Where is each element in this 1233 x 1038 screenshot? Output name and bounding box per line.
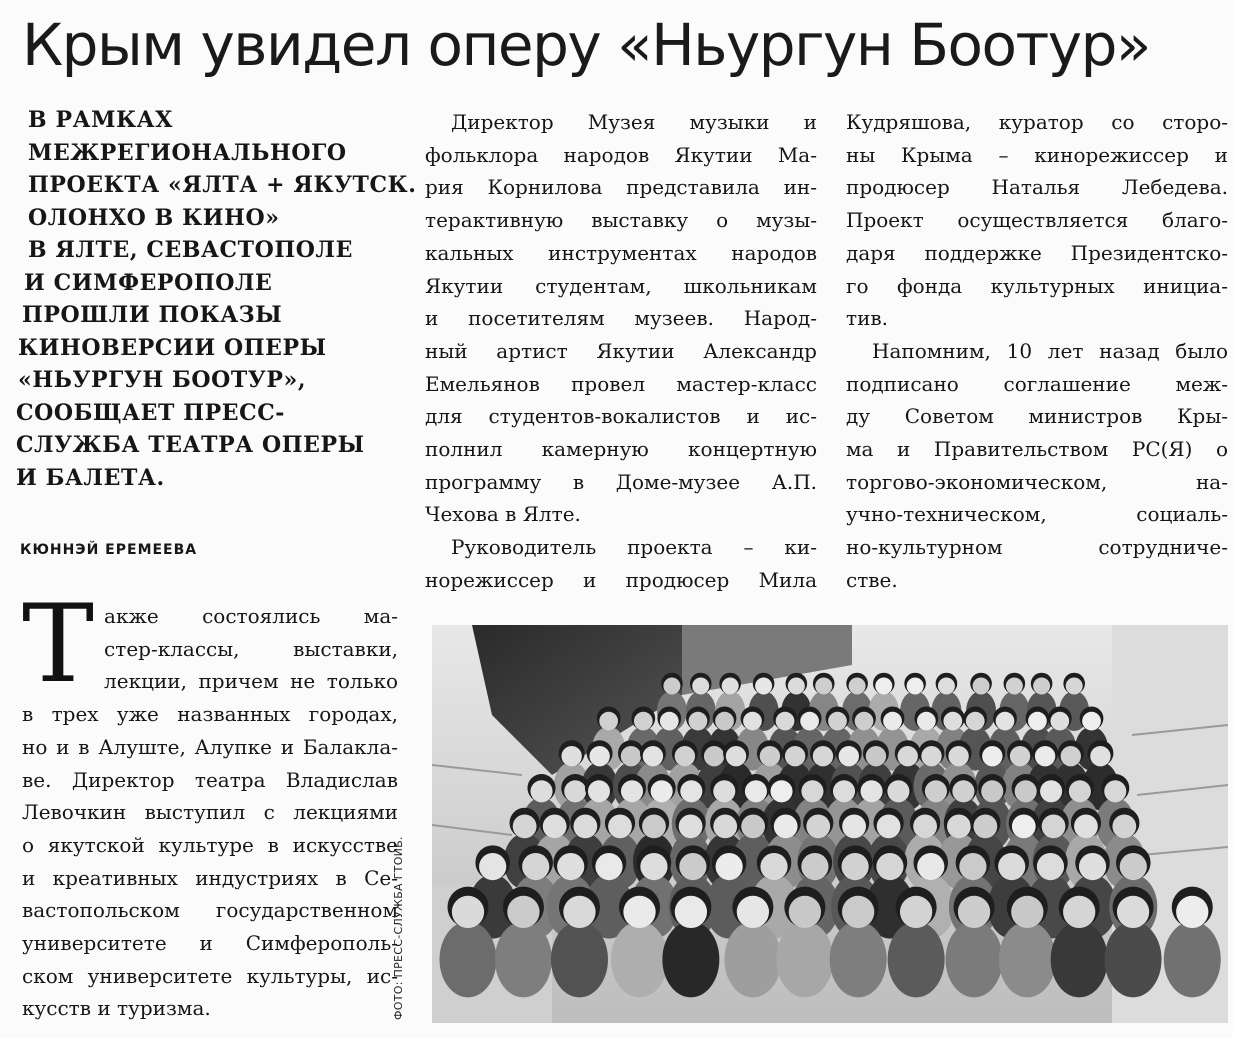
text-line: Емельянов провел мастер-класс — [425, 371, 817, 396]
text-line: фольклора народов Якутии Ма- — [425, 142, 817, 167]
person-face — [947, 815, 971, 839]
person-face — [815, 678, 832, 695]
lead-line: В РАМКАХ — [28, 107, 173, 133]
person-body — [776, 921, 833, 997]
person-face — [958, 896, 990, 928]
person-face — [785, 746, 805, 766]
text-line: в трех уже названных городах, — [22, 702, 398, 727]
person-face — [679, 853, 706, 880]
person-face — [1112, 815, 1136, 839]
person-face — [966, 712, 985, 731]
person-face — [1050, 712, 1069, 731]
person-face — [680, 780, 702, 802]
person-face — [898, 746, 918, 766]
person-face — [745, 780, 767, 802]
person-face — [849, 678, 866, 695]
text-line: рия Корнилова представила ин- — [425, 175, 817, 200]
person-face — [1037, 853, 1064, 880]
text-line: тив. — [846, 306, 889, 331]
lead-line: КИНОВЕРСИИ ОПЕРЫ — [18, 334, 327, 361]
person-face — [842, 896, 874, 928]
person-face — [692, 678, 709, 695]
person-face — [1176, 896, 1208, 928]
lead-line: СЛУЖБА ТЕАТРА ОПЕРЫ — [16, 432, 365, 458]
lead-line: «НЬУРГУН БООТУР», — [18, 367, 307, 393]
person-face — [621, 746, 641, 766]
article-column-2 — [425, 106, 817, 597]
person-body — [611, 921, 668, 997]
person-face — [806, 815, 830, 839]
person-face — [917, 712, 936, 731]
person-body — [495, 921, 552, 997]
group-photo — [432, 625, 1228, 1023]
person-face — [887, 780, 909, 802]
person-face — [776, 712, 795, 731]
person-face — [573, 815, 597, 839]
lead-line: ОЛОНХО В КИНО» — [28, 204, 280, 231]
person-face — [828, 712, 847, 731]
person-face — [452, 896, 484, 928]
person-face — [973, 815, 997, 839]
text-line: для студентов-вокалистов и ис- — [425, 404, 817, 429]
person-face — [1035, 746, 1055, 766]
lead-line: И БАЛЕТА. — [16, 464, 165, 491]
person-face — [842, 815, 866, 839]
person-face — [1015, 780, 1037, 802]
text-line: о якутской культуре в искусстве — [22, 832, 398, 857]
drop-cap: Т — [22, 582, 95, 707]
article-column-3 — [846, 106, 1228, 597]
text-line: го фонда культурных инициа- — [846, 273, 1228, 298]
text-line: продюсер Наталья Лебедева. — [846, 175, 1228, 200]
text-line: подписано соглашение меж- — [846, 371, 1228, 396]
person-face — [760, 746, 780, 766]
person-face — [875, 678, 892, 695]
person-face — [651, 780, 673, 802]
person-face — [1033, 678, 1050, 695]
person-face — [1006, 678, 1023, 695]
person-face — [833, 780, 855, 802]
text-line: Левочкин выступил с лекциями — [22, 800, 398, 825]
person-face — [563, 896, 595, 928]
person-face — [513, 815, 537, 839]
text-line: лекции, причем не только — [104, 669, 398, 694]
person-face — [660, 712, 679, 731]
person-face — [801, 853, 828, 880]
person-face — [715, 712, 734, 731]
text-line: ду Советом министров Кры- — [846, 404, 1228, 429]
person-face — [561, 746, 581, 766]
lead-paragraph — [16, 104, 416, 494]
person-body — [551, 921, 608, 997]
person-body — [946, 921, 1003, 997]
person-face — [907, 678, 924, 695]
person-body — [724, 921, 781, 997]
person-face — [917, 853, 944, 880]
person-face — [952, 780, 974, 802]
text-line: кусств и туризма. — [22, 996, 211, 1021]
person-face — [1104, 780, 1126, 802]
photo-credit: ФОТО: ПРЕСС-СЛУЖБА ГТОИБ. — [392, 836, 405, 1020]
text-line: Руководитель проекта – ки- — [451, 535, 817, 560]
lead-line: МЕЖРЕГИОНАЛЬНОГО — [28, 139, 347, 166]
person-face — [642, 815, 666, 839]
person-face — [755, 678, 772, 695]
person-face — [722, 678, 739, 695]
text-line: даря поддержке Президентско- — [846, 240, 1228, 265]
person-face — [959, 853, 986, 880]
person-face — [713, 780, 735, 802]
person-face — [948, 746, 968, 766]
person-face — [1117, 896, 1149, 928]
text-line: но-культурном сотрудниче- — [846, 535, 1228, 560]
text-line: акже состоялись ма- — [104, 604, 398, 628]
text-line: Якутии студентам, школьникам — [425, 273, 817, 298]
person-face — [599, 712, 618, 731]
person-body — [1164, 921, 1221, 997]
person-face — [982, 746, 1002, 766]
person-face — [589, 746, 609, 766]
person-face — [774, 815, 798, 839]
person-face — [1042, 815, 1066, 839]
lead-line: СООБЩАЕТ ПРЕСС- — [16, 399, 286, 426]
person-face — [743, 712, 762, 731]
headline: Крым увидел оперу «Ньургун Боотур» — [22, 11, 1150, 79]
person-face — [543, 815, 567, 839]
lead-line: В ЯЛТЕ, СЕВАСТОПОЛЕ — [28, 237, 353, 263]
person-face — [839, 746, 859, 766]
person-face — [973, 678, 990, 695]
person-face — [479, 853, 506, 880]
person-face — [713, 815, 737, 839]
person-face — [883, 712, 902, 731]
person-body — [662, 921, 719, 997]
author-byline: КЮННЭЙ ЕРЕМЕЕВА — [20, 542, 198, 558]
person-face — [1074, 815, 1098, 839]
person-face — [595, 853, 622, 880]
person-body — [1051, 921, 1108, 997]
text-line: вастопольском государственном — [22, 898, 398, 923]
person-face — [704, 746, 724, 766]
person-face — [996, 712, 1015, 731]
person-body — [440, 921, 497, 997]
person-face — [861, 780, 883, 802]
text-line: стве. — [846, 567, 898, 592]
person-face — [643, 746, 663, 766]
text-line: Напомним, 10 лет назад было — [872, 338, 1228, 363]
text-line: Чехова в Ялте. — [425, 502, 581, 527]
person-face — [1061, 746, 1081, 766]
person-face — [1012, 815, 1036, 839]
person-face — [640, 853, 667, 880]
person-face — [623, 896, 655, 928]
person-face — [507, 896, 539, 928]
text-line: полнил камерную концертную — [425, 437, 817, 462]
person-face — [522, 853, 549, 880]
person-body — [999, 921, 1056, 997]
text-line: Проект осуществляется благо- — [846, 208, 1228, 233]
text-line: норежиссер и продюсер Мила — [425, 567, 817, 592]
person-face — [1090, 746, 1110, 766]
person-face — [675, 746, 695, 766]
text-line: университете и Симферополь- — [22, 931, 398, 956]
person-face — [943, 712, 962, 731]
person-face — [921, 746, 941, 766]
person-face — [1066, 678, 1083, 695]
person-face — [564, 780, 586, 802]
person-body — [1105, 921, 1162, 997]
person-face — [530, 780, 552, 802]
person-face — [608, 815, 632, 839]
person-face — [998, 853, 1025, 880]
text-line: Директор Музея музыки и — [451, 110, 817, 134]
person-face — [557, 853, 584, 880]
person-face — [900, 896, 932, 928]
text-line: ма и Правительством РС(Я) о — [846, 437, 1228, 462]
person-body — [830, 921, 887, 997]
lead-line: ПРОШЛИ ПОКАЗЫ — [22, 302, 283, 328]
person-face — [663, 678, 680, 695]
person-face — [877, 815, 901, 839]
text-line: программу в Доме-музее А.П. — [425, 469, 817, 494]
person-face — [770, 780, 792, 802]
person-face — [741, 815, 765, 839]
person-face — [866, 746, 886, 766]
person-face — [788, 678, 805, 695]
text-line: но и в Алуште, Алупке и Балакла- — [22, 734, 398, 759]
person-body — [888, 921, 945, 997]
text-line: терактивную выставку о музы- — [425, 208, 817, 233]
person-face — [855, 712, 874, 731]
person-face — [938, 678, 955, 695]
person-face — [737, 896, 769, 928]
person-face — [813, 746, 833, 766]
person-face — [679, 815, 703, 839]
text-line: Кудряшова, куратор со сторо- — [846, 110, 1228, 134]
lead-line: ПРОЕКТА «ЯЛТА + ЯКУТСК. — [28, 172, 417, 198]
person-face — [634, 712, 653, 731]
person-face — [1082, 712, 1101, 731]
text-line: ве. Директор театра Владислав — [22, 767, 398, 792]
person-face — [675, 896, 707, 928]
text-line: стер-классы, выставки, — [104, 636, 398, 661]
lead-line: И СИМФЕРОПОЛЕ — [24, 269, 273, 296]
person-face — [1079, 853, 1106, 880]
text-line: ском университете культуры, ис- — [22, 963, 398, 988]
person-face — [1040, 780, 1062, 802]
article-column-1 — [22, 582, 398, 1025]
person-face — [716, 853, 743, 880]
person-face — [689, 712, 708, 731]
person-face — [842, 853, 869, 880]
person-face — [876, 853, 903, 880]
text-line: ный артист Якутии Александр — [425, 338, 817, 363]
person-face — [588, 780, 610, 802]
person-face — [789, 896, 821, 928]
person-face — [621, 780, 643, 802]
person-face — [925, 780, 947, 802]
person-face — [1011, 896, 1043, 928]
text-line: ны Крыма – кинорежиссер и — [846, 142, 1228, 167]
person-face — [726, 746, 746, 766]
person-face — [1028, 712, 1047, 731]
text-line: и посетителям музеев. Народ- — [425, 306, 817, 331]
text-line: учно-техническом, социаль- — [846, 502, 1228, 527]
person-face — [800, 712, 819, 731]
text-line: и креативных индустриях в Се- — [22, 865, 398, 890]
person-face — [1063, 896, 1095, 928]
person-face — [1069, 780, 1091, 802]
text-line: кальных инструментах народов — [425, 240, 817, 265]
person-face — [1010, 746, 1030, 766]
person-face — [913, 815, 937, 839]
person-face — [1120, 853, 1147, 880]
person-face — [760, 853, 787, 880]
text-line: торгово-экономическом, на- — [846, 469, 1228, 494]
person-face — [801, 780, 823, 802]
person-face — [981, 780, 1003, 802]
